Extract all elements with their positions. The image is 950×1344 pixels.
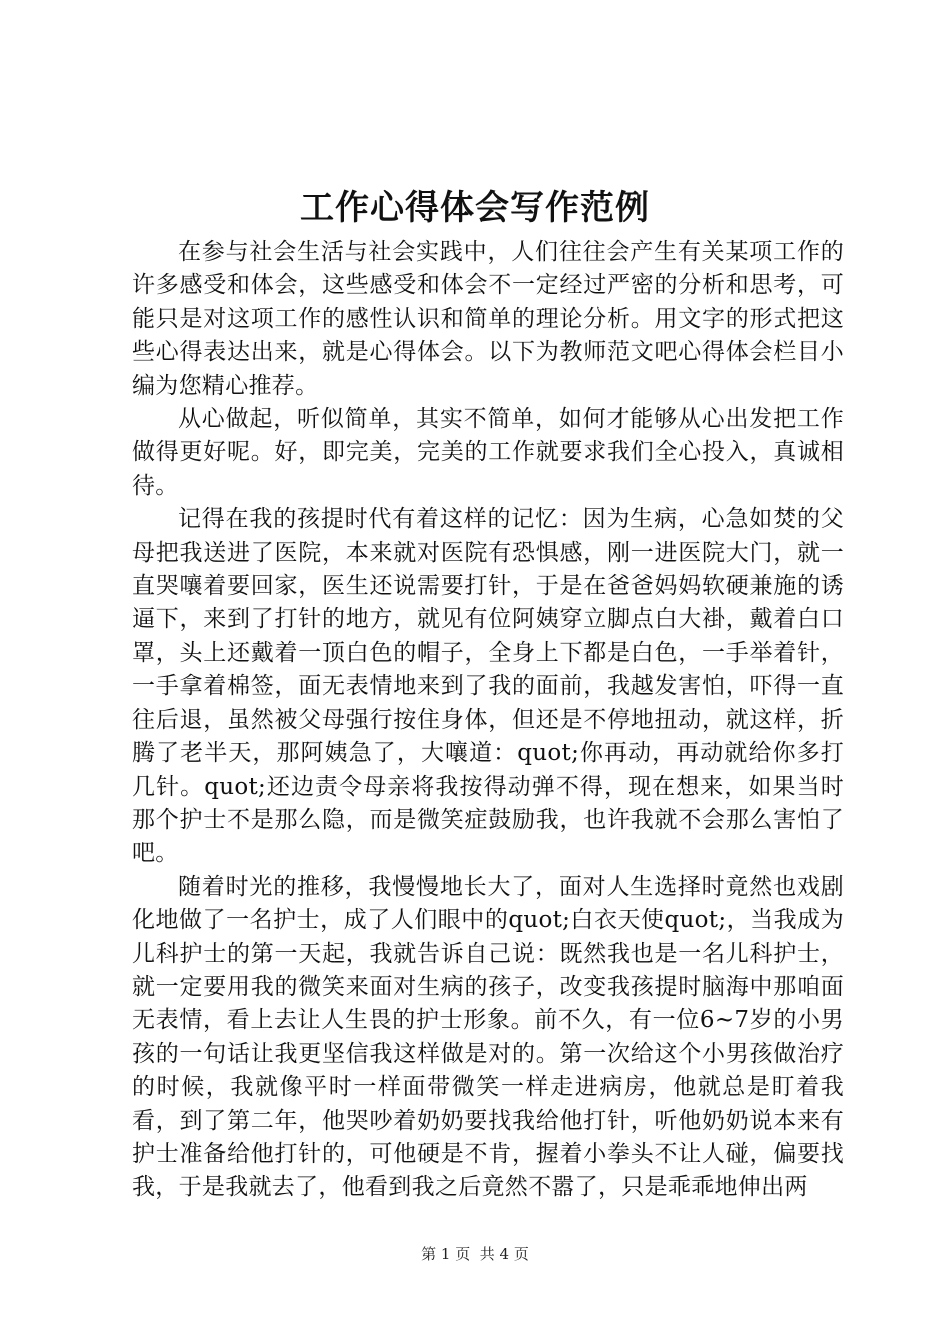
paragraph-becoming-nurse: 随着时光的推移，我慢慢地长大了，面对人生选择时竟然也戏剧化地做了一名护士，成了人们眼中的quot;白衣天使quot;，当我成为儿科护士的第一天起，我就告诉自己说：既然我也是一名儿科护士，就一定要用我的微笑来面对生病的孩子，改变我孩提时脑海中那咱面无表情，看上去让人生畏的护士形象。前不久，有一位6~7岁的小男孩的一句话让我更坚信我这样做是对的。第一次给这个小男孩做治疗的时候，我就像平时一样面带微笑一样走进病房，他就总是盯着我看，到了第二年，他哭吵着奶奶要找我给他打针，听他奶奶说本来有护士准备给他打针的，可他硬是不肯，握着小拳头不让人碰，偏要找我，于是我就去了，他看到我之后竟然不嚣了，只是乖乖地伸出两 [132, 873, 844, 1201]
paragraph-childhood-memory: 记得在我的孩提时代有着这样的记忆：因为生病，心急如焚的父母把我送进了医院，本来就对医院有恐惧感，刚一进医院大门，就一直哭嚷着要回家，医生还说需要打针，于是在爸爸妈妈软硬兼施的诱逼下，来到了打针的地方，就见有位阿姨穿立脚点白大褂，戴着白口罩，头上还戴着一顶白色的帽子，全身上下都是白色，一手举着针，一手拿着棉签，面无表情地来到了我的面前，我越发害怕，吓得一直往后退，虽然被父母强行按住身体，但还是不停地扭动，就这样，折腾了老半天，那阿姨急了，大嚷道：quot;你再动，再动就给你多打几针。quot;还边责令母亲将我按得动弹不得，现在想来，如果当时那个护士不是那么隐，而是微笑症鼓励我，也许我就不会那么害怕了吧。 [132, 506, 844, 867]
page-footer [0, 1243, 950, 1265]
document-body [132, 236, 844, 1205]
paragraph-intro: 在参与社会生活与社会实践中，人们往往会产生有关某项工作的许多感受和体会，这些感受和体会不一定经过严密的分析和思考，可能只是对这项工作的感性认识和简单的理论分析。用文字的形式把这些心得表达出来，就是心得体会。以下为教师范文吧心得体会栏目小编为您精心推荐。 [132, 239, 844, 399]
paragraph-from-heart: 从心做起，听似简单，其实不简单，如何才能够从心出发把工作做得更好呢。好，即完美，完美的工作就要求我们全心投入，真诚相待。 [132, 406, 844, 499]
document-title: 工作心得体会写作范例 [300, 188, 650, 228]
page-number: 第 1 页 共 4 页 [421, 1245, 529, 1263]
